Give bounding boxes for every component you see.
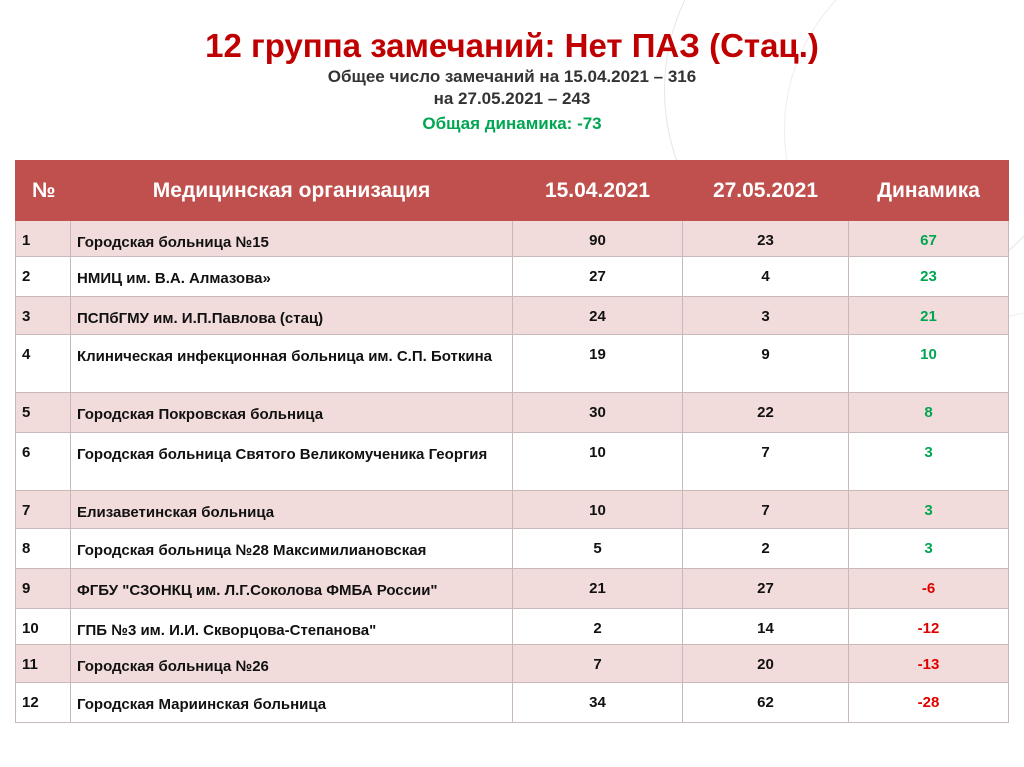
table-row	[16, 335, 1009, 393]
dynamics-value: 3	[849, 491, 1009, 529]
value-15-04-2021: 7	[513, 645, 683, 683]
title-block	[0, 26, 1024, 136]
value-15-04-2021: 19	[513, 335, 683, 393]
row-number: 5	[16, 393, 71, 433]
row-number: 8	[16, 529, 71, 569]
value-27-05-2021: 22	[683, 393, 849, 433]
organization-name: НМИЦ им. В.А. Алмазова»	[71, 257, 513, 297]
value-15-04-2021: 10	[513, 491, 683, 529]
dynamics-value: -28	[849, 683, 1009, 723]
row-number: 11	[16, 645, 71, 683]
value-27-05-2021: 4	[683, 257, 849, 297]
row-number: 10	[16, 609, 71, 645]
value-27-05-2021: 62	[683, 683, 849, 723]
dynamics-value: 21	[849, 297, 1009, 335]
row-number: 7	[16, 491, 71, 529]
table-row	[16, 433, 1009, 491]
dynamics-value: 3	[849, 433, 1009, 491]
row-number: 2	[16, 257, 71, 297]
organization-name: Городская Мариинская больница	[71, 683, 513, 723]
row-number: 9	[16, 569, 71, 609]
value-27-05-2021: 9	[683, 335, 849, 393]
header-number: №	[16, 161, 71, 221]
organization-name: Клиническая инфекционная больница им. С.П. Боткина	[71, 335, 513, 393]
header-date-2: 27.05.2021	[683, 161, 849, 221]
table-row	[16, 393, 1009, 433]
organization-name: Городская больница №28 Максимилиановская	[71, 529, 513, 569]
table-row	[16, 645, 1009, 683]
value-15-04-2021: 10	[513, 433, 683, 491]
value-15-04-2021: 24	[513, 297, 683, 335]
organization-name: Городская больница №26	[71, 645, 513, 683]
table-row	[16, 297, 1009, 335]
value-27-05-2021: 14	[683, 609, 849, 645]
row-number: 6	[16, 433, 71, 491]
value-15-04-2021: 90	[513, 221, 683, 257]
value-27-05-2021: 23	[683, 221, 849, 257]
value-27-05-2021: 7	[683, 491, 849, 529]
value-15-04-2021: 21	[513, 569, 683, 609]
value-15-04-2021: 34	[513, 683, 683, 723]
dynamics-value: 10	[849, 335, 1009, 393]
value-15-04-2021: 5	[513, 529, 683, 569]
slide-title: 12 группа замечаний: Нет ПАЗ (Стац.)	[205, 27, 819, 64]
organization-name: ПСПбГМУ им. И.П.Павлова (стац)	[71, 297, 513, 335]
row-number: 1	[16, 221, 71, 257]
subtitle-line-2: на 27.05.2021 – 243	[433, 89, 591, 108]
dynamics-value: -12	[849, 609, 1009, 645]
value-27-05-2021: 7	[683, 433, 849, 491]
value-27-05-2021: 27	[683, 569, 849, 609]
organization-name: Елизаветинская больница	[71, 491, 513, 529]
table-row	[16, 491, 1009, 529]
row-number: 12	[16, 683, 71, 723]
dynamics-value: 3	[849, 529, 1009, 569]
subtitle-line-1: Общее число замечаний на 15.04.2021 – 316	[327, 67, 697, 86]
table-header-row	[16, 161, 1009, 221]
organization-name: Городская больница Святого Великомученика Георгия	[71, 433, 513, 491]
remarks-table	[15, 160, 1009, 723]
organization-name: Городская Покровская больница	[71, 393, 513, 433]
dynamics-value: 8	[849, 393, 1009, 433]
dynamics-value: -13	[849, 645, 1009, 683]
table-body	[16, 221, 1009, 723]
table-row	[16, 609, 1009, 645]
dynamics-value: 67	[849, 221, 1009, 257]
value-27-05-2021: 3	[683, 297, 849, 335]
total-dynamics: Общая динамика: -73	[422, 114, 602, 133]
table-row	[16, 569, 1009, 609]
organization-name: Городская больница №15	[71, 221, 513, 257]
header-organization: Медицинская организация	[71, 161, 513, 221]
table-row	[16, 221, 1009, 257]
dynamics-value: 23	[849, 257, 1009, 297]
value-15-04-2021: 2	[513, 609, 683, 645]
organization-name: ФГБУ "СЗОНКЦ им. Л.Г.Соколова ФМБА России"	[71, 569, 513, 609]
value-27-05-2021: 2	[683, 529, 849, 569]
value-15-04-2021: 27	[513, 257, 683, 297]
header-date-1: 15.04.2021	[513, 161, 683, 221]
header-dynamics: Динамика	[849, 161, 1009, 221]
value-15-04-2021: 30	[513, 393, 683, 433]
row-number: 4	[16, 335, 71, 393]
table-row	[16, 257, 1009, 297]
table-row	[16, 683, 1009, 723]
value-27-05-2021: 20	[683, 645, 849, 683]
organization-name: ГПБ №3 им. И.И. Скворцова-Степанова"	[71, 609, 513, 645]
row-number: 3	[16, 297, 71, 335]
dynamics-value: -6	[849, 569, 1009, 609]
table-row	[16, 529, 1009, 569]
